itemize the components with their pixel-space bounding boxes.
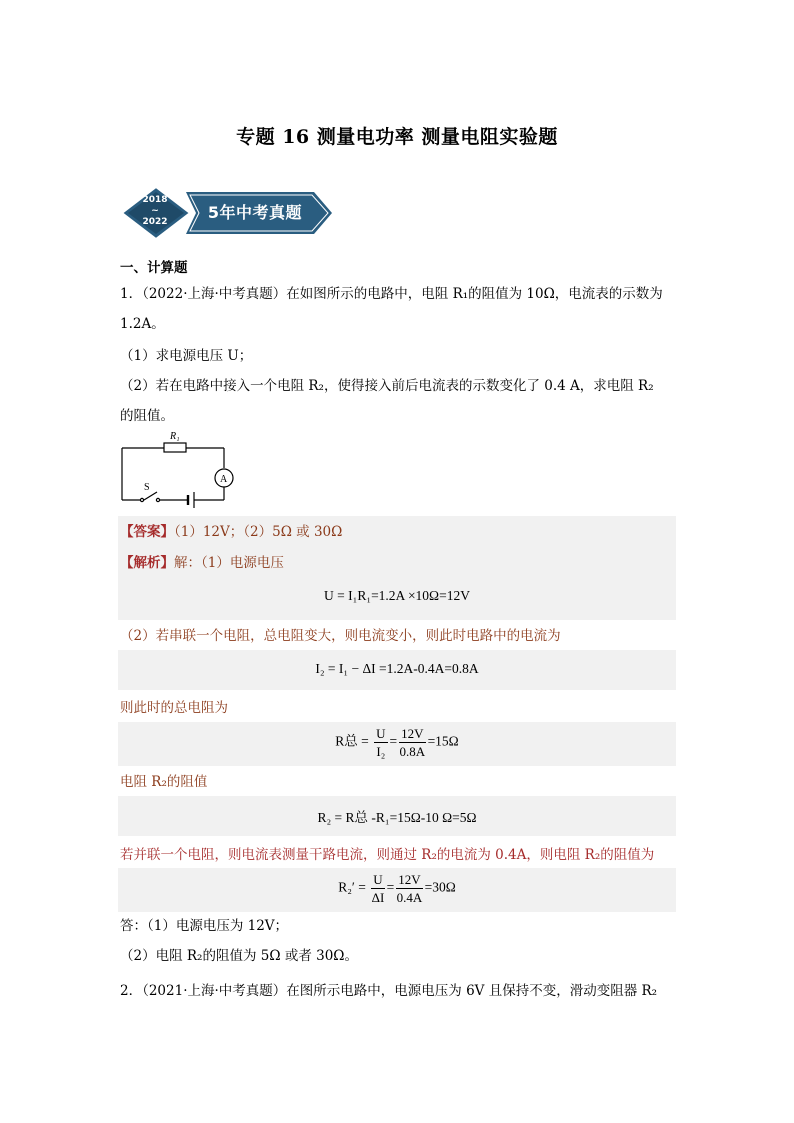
- banner-year-start: 2018: [142, 195, 168, 205]
- f5-fraction-1: $\frac{U}{\Delta I}$: [371, 872, 385, 905]
- banner-year-dash: ~: [151, 206, 159, 216]
- step-parallel: 若并联一个电阻，则电流表测量干路电流，则通过 R₂的电流为 0.4A，则电阻 R₂的阻值为: [120, 847, 655, 863]
- q2-stem: 2．（2021·上海·中考真题）在图所示电路中，电源电压为 6V 且保持不变，滑动变阻器 R₂: [120, 983, 658, 999]
- formula-current: I₂ = I₁ − ΔI =1.2A-0.4A=0.8A: [315, 661, 479, 676]
- formula-parallel: R₂′ = $\frac{U}{\Delta I}$ = $\frac{12V}{0.4A}$ =30Ω: [338, 872, 456, 905]
- section-banner: [120, 186, 332, 240]
- step-series: （2）若串联一个电阻，总电阻变大，则电流变小，则此时电路中的电流为: [120, 628, 561, 644]
- resistor-r1-icon: [164, 443, 186, 452]
- f3-rhs: =15Ω: [427, 733, 459, 749]
- section-heading: 一、计算题: [120, 260, 188, 276]
- q1-part2-cont: 的阻值。: [120, 408, 174, 424]
- f5-lhs: R₂′ =: [338, 879, 366, 895]
- analysis-line: [120, 553, 284, 573]
- answer-line: [120, 522, 342, 542]
- q1-stem-line2: 1.2A。: [120, 316, 165, 332]
- switch-label: S: [144, 482, 150, 493]
- page-title: 专题 16 测量电功率 测量电阻实验题: [236, 126, 558, 148]
- f5-fraction-2: $\frac{12V}{0.4A}$: [396, 872, 423, 905]
- formula-r2: R₂ = R总 -R₁=15Ω-10 Ω=5Ω: [317, 810, 477, 825]
- q1-part1: （1）求电源电压 U；: [120, 348, 253, 364]
- answer-text: （1）12V；（2）5Ω 或 30Ω: [174, 524, 343, 540]
- analysis-text: 解：（1）电源电压: [174, 555, 284, 571]
- f3-fraction-1: $\frac{U}{\text{I₂}}$: [376, 726, 386, 759]
- conclusion-1: 答：（1）电源电压为 12V；: [120, 918, 289, 934]
- analysis-tag: 【解析】: [120, 555, 174, 571]
- step-total-resistance: 则此时的总电阻为: [120, 700, 228, 716]
- q1-part2: （2）若在电路中接入一个电阻 R₂，使得接入前后电流表的示数变化了 0.4 A，求电阻 R₂: [120, 378, 654, 394]
- banner-year-end: 2022: [142, 217, 168, 227]
- circuit-diagram: [118, 430, 240, 508]
- f3-lhs: R总 =: [335, 733, 369, 749]
- f5-rhs: =30Ω: [424, 879, 456, 895]
- conclusion-2: （2）电阻 R₂的阻值为 5Ω 或者 30Ω。: [120, 948, 358, 964]
- formula-total-resistance: R总 = $\frac{U}{\text{I₂}}$ = $\frac{12V}{0.8A}$ =15Ω: [335, 726, 459, 759]
- banner-label: 5年中考真题: [207, 203, 303, 222]
- formula-voltage: U = I₁R₁=1.2A ×10Ω=12V: [324, 588, 470, 603]
- f3-fraction-2: $\frac{12V}{0.8A}$: [399, 726, 426, 759]
- answer-tag: 【答案】: [120, 524, 174, 540]
- q1-stem-line1: 1．（2022·上海·中考真题）在如图所示的电路中，电阻 R₁的阻值为 10Ω，电流表的示数为: [120, 286, 663, 302]
- ammeter-label: A: [220, 474, 228, 485]
- resistor-label: R₁: [170, 431, 180, 442]
- step-r2: 电阻 R₂的阻值: [120, 774, 208, 790]
- switch-icon: [144, 492, 157, 500]
